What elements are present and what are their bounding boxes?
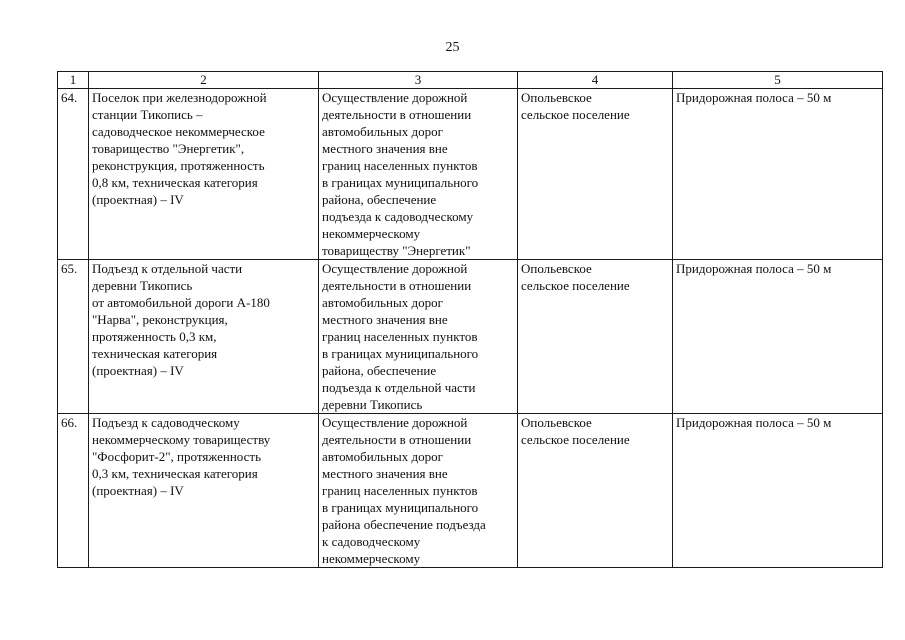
location-cell <box>518 260 673 414</box>
location-text-line: сельское поселение <box>521 107 630 122</box>
row-number-cell <box>58 414 89 568</box>
purpose-cell <box>319 260 518 414</box>
table-row <box>58 89 883 260</box>
purpose-text-line: автомобильных дорог <box>322 449 443 464</box>
object-text-line: (проектная) – IV <box>92 192 184 207</box>
purpose-text-line: деятельности в отношении <box>322 278 472 293</box>
object-text-line: Подъезд к отдельной части <box>92 261 243 276</box>
column-header: 3 <box>319 72 518 89</box>
column-header: 4 <box>518 72 673 89</box>
purpose-text-line: деятельности в отношении <box>322 432 472 447</box>
purpose-text-line: района, обеспечение <box>322 192 437 207</box>
purpose-text-line: Осуществление дорожной <box>322 415 468 430</box>
zone-text-line: Придорожная полоса – 50 м <box>676 261 832 276</box>
object-text-line: Поселок при железнодорожной <box>92 90 267 105</box>
object-text-line: от автомобильной дороги А-180 <box>92 295 270 310</box>
purpose-text-line: товариществу "Энергетик" <box>322 243 471 258</box>
purpose-text-line: некоммерческому <box>322 226 421 241</box>
purpose-text-line: местного значения вне <box>322 466 448 481</box>
purpose-text-line: деятельности в отношении <box>322 107 472 122</box>
purpose-text-line: местного значения вне <box>322 141 448 156</box>
page-number: 25 <box>445 40 460 55</box>
row-number: 66. <box>61 415 78 430</box>
object-cell <box>89 260 319 414</box>
location-text-line: Опольевское <box>521 415 592 430</box>
column-header: 1 <box>58 72 89 89</box>
location-text-line: сельское поселение <box>521 278 630 293</box>
purpose-text-line: границ населенных пунктов <box>322 158 478 173</box>
zone-text-line: Придорожная полоса – 50 м <box>676 415 832 430</box>
row-number: 65. <box>61 261 78 276</box>
purpose-text-line: деревни Тикопись <box>322 397 423 412</box>
purpose-text-line: в границах муниципального <box>322 346 479 361</box>
object-text-line: протяженность 0,3 км, <box>92 329 217 344</box>
purpose-text-line: местного значения вне <box>322 312 448 327</box>
purpose-cell <box>319 89 518 260</box>
zone-cell <box>673 260 883 414</box>
column-header: 5 <box>673 72 883 89</box>
table-header-row <box>58 72 883 89</box>
purpose-text-line: автомобильных дорог <box>322 295 443 310</box>
location-cell <box>518 89 673 260</box>
object-text-line: садоводческое некоммерческое <box>92 124 265 139</box>
object-text-line: "Фосфорит-2", протяженность <box>92 449 261 464</box>
object-text-line: 0,8 км, техническая категория <box>92 175 258 190</box>
row-number-cell <box>58 260 89 414</box>
location-cell <box>518 414 673 568</box>
zone-text-line: Придорожная полоса – 50 м <box>676 90 832 105</box>
object-text-line: (проектная) – IV <box>92 363 184 378</box>
object-text-line: "Нарва", реконструкция, <box>92 312 228 327</box>
object-cell <box>89 89 319 260</box>
row-number-cell <box>58 89 89 260</box>
purpose-text-line: района обеспечение подъезда <box>322 517 486 532</box>
object-text-line: некоммерческому товариществу <box>92 432 271 447</box>
object-text-line: реконструкция, протяженность <box>92 158 265 173</box>
row-number: 64. <box>61 90 78 105</box>
object-cell <box>89 414 319 568</box>
purpose-text-line: к садоводческому <box>322 534 421 549</box>
purpose-text-line: Осуществление дорожной <box>322 261 468 276</box>
purpose-text-line: подъезда к садоводческому <box>322 209 474 224</box>
object-text-line: товарищество "Энергетик", <box>92 141 245 156</box>
objects-table <box>57 71 883 568</box>
purpose-cell <box>319 414 518 568</box>
purpose-text-line: границ населенных пунктов <box>322 483 478 498</box>
zone-cell <box>673 89 883 260</box>
purpose-text-line: границ населенных пунктов <box>322 329 478 344</box>
zone-cell <box>673 414 883 568</box>
purpose-text-line: Осуществление дорожной <box>322 90 468 105</box>
location-text-line: сельское поселение <box>521 432 630 447</box>
object-text-line: техническая категория <box>92 346 218 361</box>
column-header: 2 <box>89 72 319 89</box>
object-text-line: 0,3 км, техническая категория <box>92 466 258 481</box>
purpose-text-line: автомобильных дорог <box>322 124 443 139</box>
purpose-text-line: в границах муниципального <box>322 500 479 515</box>
location-text-line: Опольевское <box>521 261 592 276</box>
table-row <box>58 414 883 568</box>
table-row <box>58 260 883 414</box>
location-text-line: Опольевское <box>521 90 592 105</box>
object-text-line: станции Тикопись – <box>92 107 203 122</box>
purpose-text-line: района, обеспечение <box>322 363 437 378</box>
object-text-line: (проектная) – IV <box>92 483 184 498</box>
purpose-text-line: некоммерческому <box>322 551 421 566</box>
object-text-line: деревни Тикопись <box>92 278 193 293</box>
purpose-text-line: подъезда к отдельной части <box>322 380 476 395</box>
object-text-line: Подъезд к садоводческому <box>92 415 240 430</box>
purpose-text-line: в границах муниципального <box>322 175 479 190</box>
